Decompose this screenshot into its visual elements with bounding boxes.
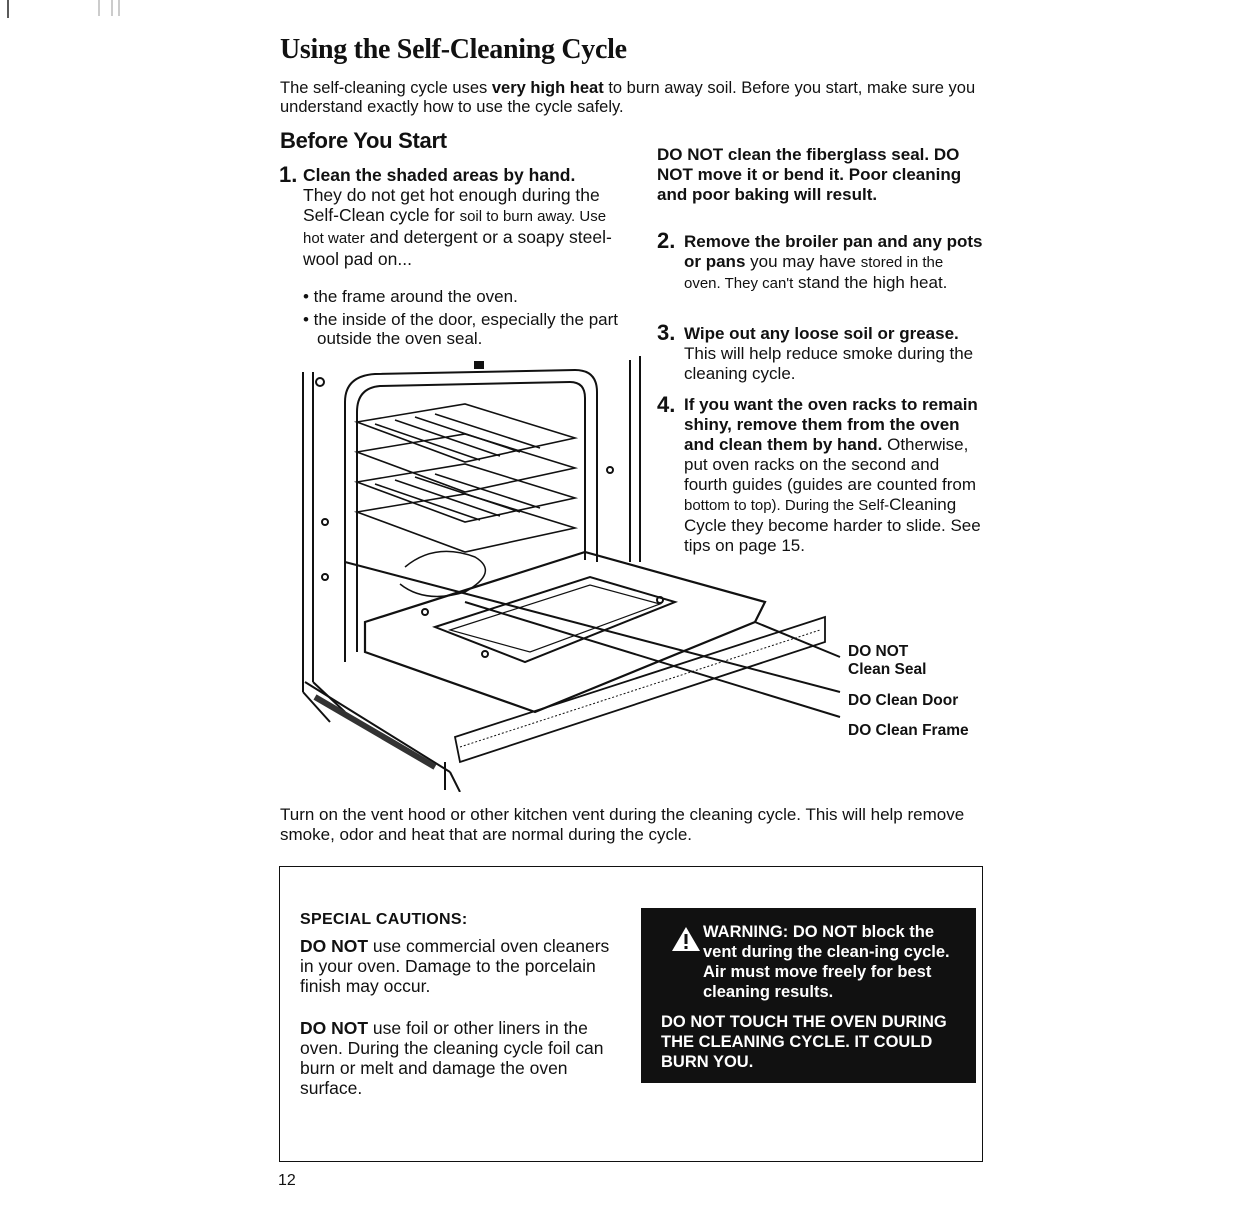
intro-paragraph: The self-cleaning cycle uses very high heat to burn away soil. Before you start, make sure you understand exactly how to use the cycle safely. bbox=[280, 79, 976, 116]
bullet-door: • the inside of the door, especially the part outside the oven seal. bbox=[303, 310, 618, 348]
bullet-frame: • the frame around the oven. bbox=[303, 287, 518, 306]
warning-vent-text: WARNING: DO NOT block the vent during the clean-ing cycle. Air must move freely for best cleaning results. bbox=[703, 923, 950, 1001]
step-number-2: 2. bbox=[657, 228, 676, 253]
warning-triangle-icon bbox=[671, 926, 701, 952]
caution-item-2: DO NOT use foil or other liners in the oven. During the cleaning cycle foil can burn or melt and damage the oven surface. bbox=[300, 1018, 604, 1098]
caution-item-1: DO NOT use commercial oven cleaners in your oven. Damage to the porcelain finish may occur. bbox=[300, 936, 610, 996]
page-title: Using the Self-Cleaning Cycle bbox=[280, 34, 627, 65]
step-1-text: Clean the shaded areas by hand. They do not get hot enough during the Self-Clean cycle for soil to burn away. Use hot water and detergent or a soapy steel-wool pad on... bbox=[303, 165, 612, 269]
step-4-text: If you want the oven racks to remain shiny, remove them from the oven and clean them by hand. Otherwise, put oven racks on the second and fourth guides (guides are counted from bottom to top). During the Self-Cleaning Cycle they become harder to slide. See tips on page 15. bbox=[684, 395, 981, 555]
special-cautions bbox=[300, 910, 620, 1120]
warning-touch-text: DO NOT TOUCH THE OVEN DURING THE CLEANING CYCLE. IT COULD BURN YOU. bbox=[661, 1013, 947, 1071]
step-number-3: 3. bbox=[657, 320, 676, 345]
seal-warning: DO NOT clean the fiberglass seal. DO NOT move it or bend it. Poor cleaning and poor baking will result. bbox=[657, 145, 962, 204]
step-2-text: Remove the broiler pan and any pots or pans you may have stored in the oven. They can't stand the high heat. bbox=[684, 232, 983, 292]
step-number-1: 1. bbox=[279, 162, 298, 187]
scan-edge-marks bbox=[0, 0, 130, 20]
callout-do-not-clean-seal: DO NOT Clean Seal bbox=[848, 643, 927, 678]
callout-clean-frame: DO Clean Frame bbox=[848, 722, 969, 739]
page-number: 12 bbox=[278, 1172, 296, 1189]
cautions-heading: SPECIAL CAUTIONS: bbox=[300, 911, 468, 928]
oven-illustration bbox=[285, 352, 845, 792]
vent-note: Turn on the vent hood or other kitchen vent during the cleaning cycle. This will help remove smoke, odor and heat that are normal during the cycle. bbox=[280, 805, 965, 844]
step-1-bullets bbox=[303, 287, 623, 352]
step-number-4: 4. bbox=[657, 392, 676, 417]
warning-box bbox=[641, 908, 976, 1083]
callout-clean-door: DO Clean Door bbox=[848, 692, 959, 709]
section-heading: Before You Start bbox=[280, 128, 447, 153]
step-3-text: Wipe out any loose soil or grease. This will help reduce smoke during the cleaning cycle. bbox=[684, 324, 974, 383]
